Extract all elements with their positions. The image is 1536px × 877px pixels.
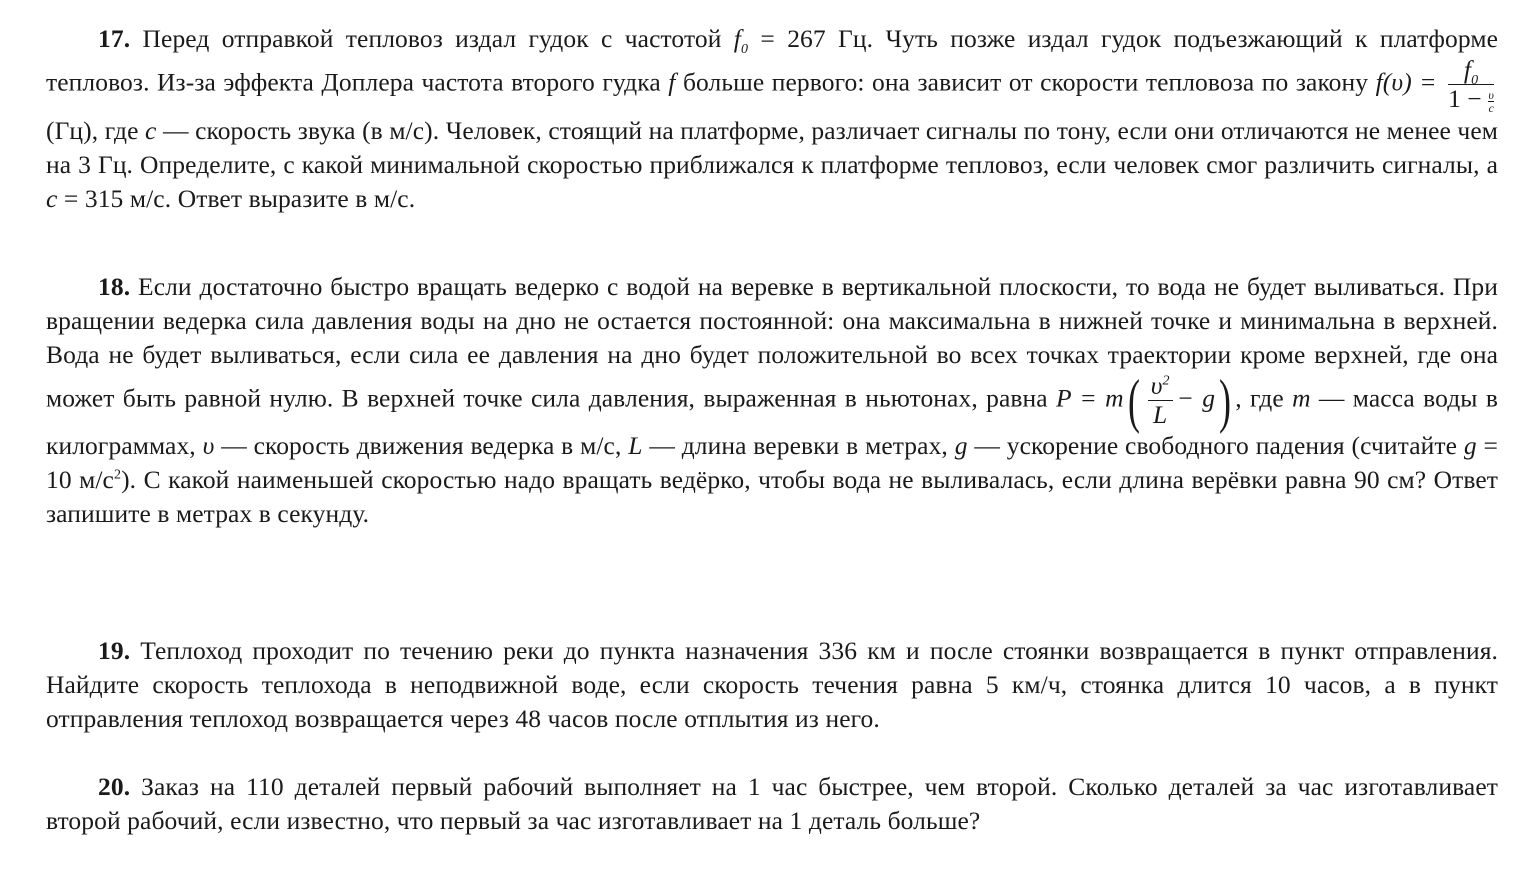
problem-text: больше первого: она зависит от скорости тепловоза по закону [682,67,1369,97]
problem-19 [46,634,1498,736]
math-var: c [46,183,58,213]
math-var: $f_0$ [733,24,749,58]
problem-text: — скорость звука (в м/с). Человек, стоящий на платформе, различает сигналы по тону, если они отличаются не менее чем на 3 Гц. Определите, с какой минимальной скоростью приближался к платформе тепловоз, если человек смог различить сигналы, а [46,115,1499,179]
problem-number: 18. [98,272,131,301]
problem-text: — скорость движения ведерка в м/с, [221,431,622,461]
formula-lhs: f(υ) = [1375,67,1437,97]
problem-17 [46,22,1498,216]
problem-text: Теплоход проходит по течению реки до пункта назначения 336 км и после стоянки возвращается в пункт отправления. Найдите скорость теплохода в неподвижной воде, если скорость течения равна 5 км/ч, стоянка длится 10 часов, а в пункт отправления теплоход возвращается через 48 часов после отплытия из него. [46,636,1498,733]
math-var: g [1463,431,1477,461]
problem-20 [46,770,1498,838]
problem-text: Чуть позже издал гудок подъезжающий к платформе тепловоз. Из-за эффекта Доплера частота второго гудка [46,24,1498,97]
problem-text: Перед отправкой тепловоз издал гудок с частотой [142,24,722,53]
math-value: = 315 м/с. [57,183,172,213]
problem-text: — ускорение свободного падения (считайте [974,431,1458,461]
math-var: L [628,431,643,461]
problem-number: 20. [98,772,131,801]
math-value: = 267 Гц. [748,24,874,53]
math-var: m [1292,383,1311,413]
problem-text: — масса воды в килограммах, [46,383,1498,461]
problem-text: Если достаточно быстро вращать ведерко с водой на веревке в вертикальной плоскости, то вода не будет выливаться. При вращении ведерка сила давления воды на дно не остается постоянной: она максимальна в нижней точке и минимальна в верхней. Вода не будет выливаться, если сила ее давления на дно будет положительной во всех точках траектории кроме верхней, где она может быть равной нулю. В верхней точке сила давления, выраженная в ньютонах, равна [46,272,1498,413]
problem-text: , где [1235,383,1284,413]
doppler-fraction: $f_0$ 1 − $\frac{\upsilon}{c}$ [1448,55,1494,115]
formula-lhs: P = m [1055,383,1124,413]
problem-number: 19. [98,636,131,665]
formula-tail: − g [1176,383,1216,413]
pressure-fraction: $\frac{\upsilon^2}{L}$ [1148,372,1173,429]
problem-text: Заказ на 110 деталей первый рабочий выполняет на 1 час быстрее, чем второй. Сколько деталей за час изготавливает второй рабочий, если известно, что первый за час изготавливает на 1 деталь больше? [46,772,1498,835]
right-paren: ) [1219,367,1232,434]
math-value: = 10 м/с [46,431,1498,495]
math-var: c [145,115,157,145]
problem-number: 17. [98,24,131,53]
problem-text: (Гц), где [46,115,139,145]
math-var: υ [202,431,215,461]
problem-text: ). С какой наименьшей скоростью надо вращать ведёрко, чтобы вода не выливалась, если длина верёвки равна 90 см? Ответ запишите в метрах в секунду. [46,465,1498,529]
math-sup: 2 [113,467,122,483]
problem-text: — длина веревки в метрах, [649,431,948,461]
math-var: f [668,67,676,97]
math-var: g [954,431,968,461]
problem-18 [46,270,1498,531]
left-paren: ( [1127,367,1140,434]
problem-text: Ответ выразите в м/с. [177,183,416,213]
